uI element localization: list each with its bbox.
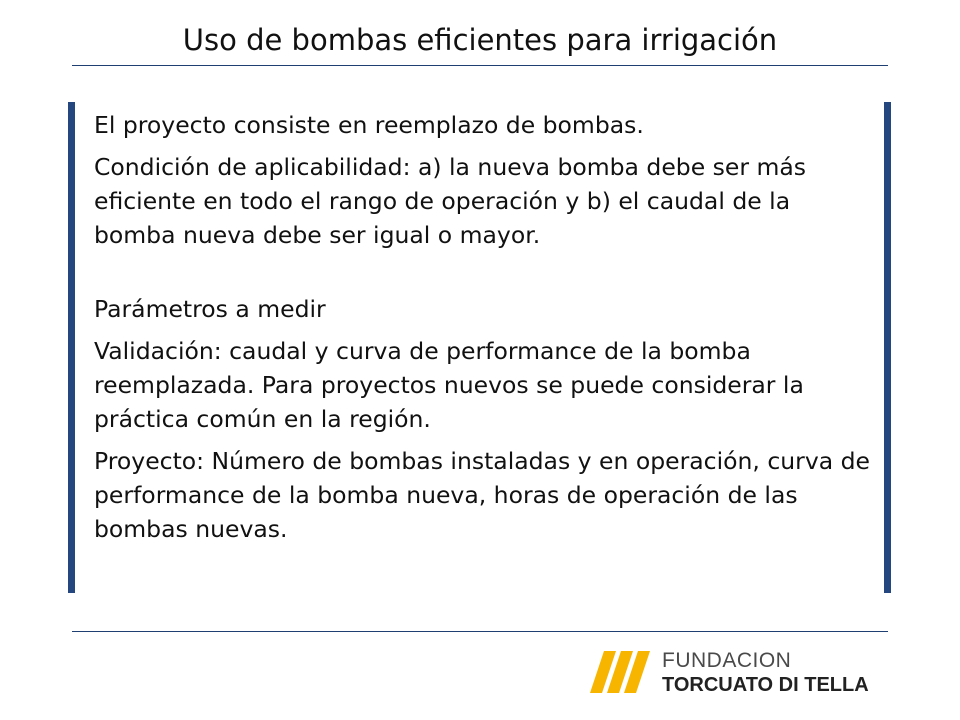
logo-text-line2: TORCUATO DI TELLA xyxy=(662,674,869,696)
left-accent-bar xyxy=(68,102,75,593)
slide-body xyxy=(94,108,874,546)
paragraph-applicability: Condición de aplicabilidad: a) la nueva bomba debe ser más eficiente en todo el rango de operación y b) el caudal de la bomba nueva debe ser igual o mayor. xyxy=(94,153,807,249)
title-divider xyxy=(72,65,888,66)
right-accent-bar xyxy=(884,102,891,593)
paragraph-project-description: El proyecto consiste en reemplazo de bombas. xyxy=(94,111,644,139)
paragraph-validation: Validación: caudal y curva de performance de la bomba reemplazada. Para proyectos nuevos se puede considerar la práctica común en la región. xyxy=(94,337,804,433)
logo-text-line1: FUNDACION xyxy=(662,649,792,672)
fundacion-logo xyxy=(590,648,890,696)
paragraph-project-parameters: Proyecto: Número de bombas instaladas y en operación, curva de performance de la bomba nueva, horas de operación de las bombas nuevas. xyxy=(94,447,870,543)
footer-divider xyxy=(72,631,888,632)
slide-title: Uso de bombas eficientes para irrigación xyxy=(182,23,778,57)
paragraph-parameters-heading: Parámetros a medir xyxy=(94,295,326,323)
logo-stripes-icon xyxy=(590,651,656,693)
